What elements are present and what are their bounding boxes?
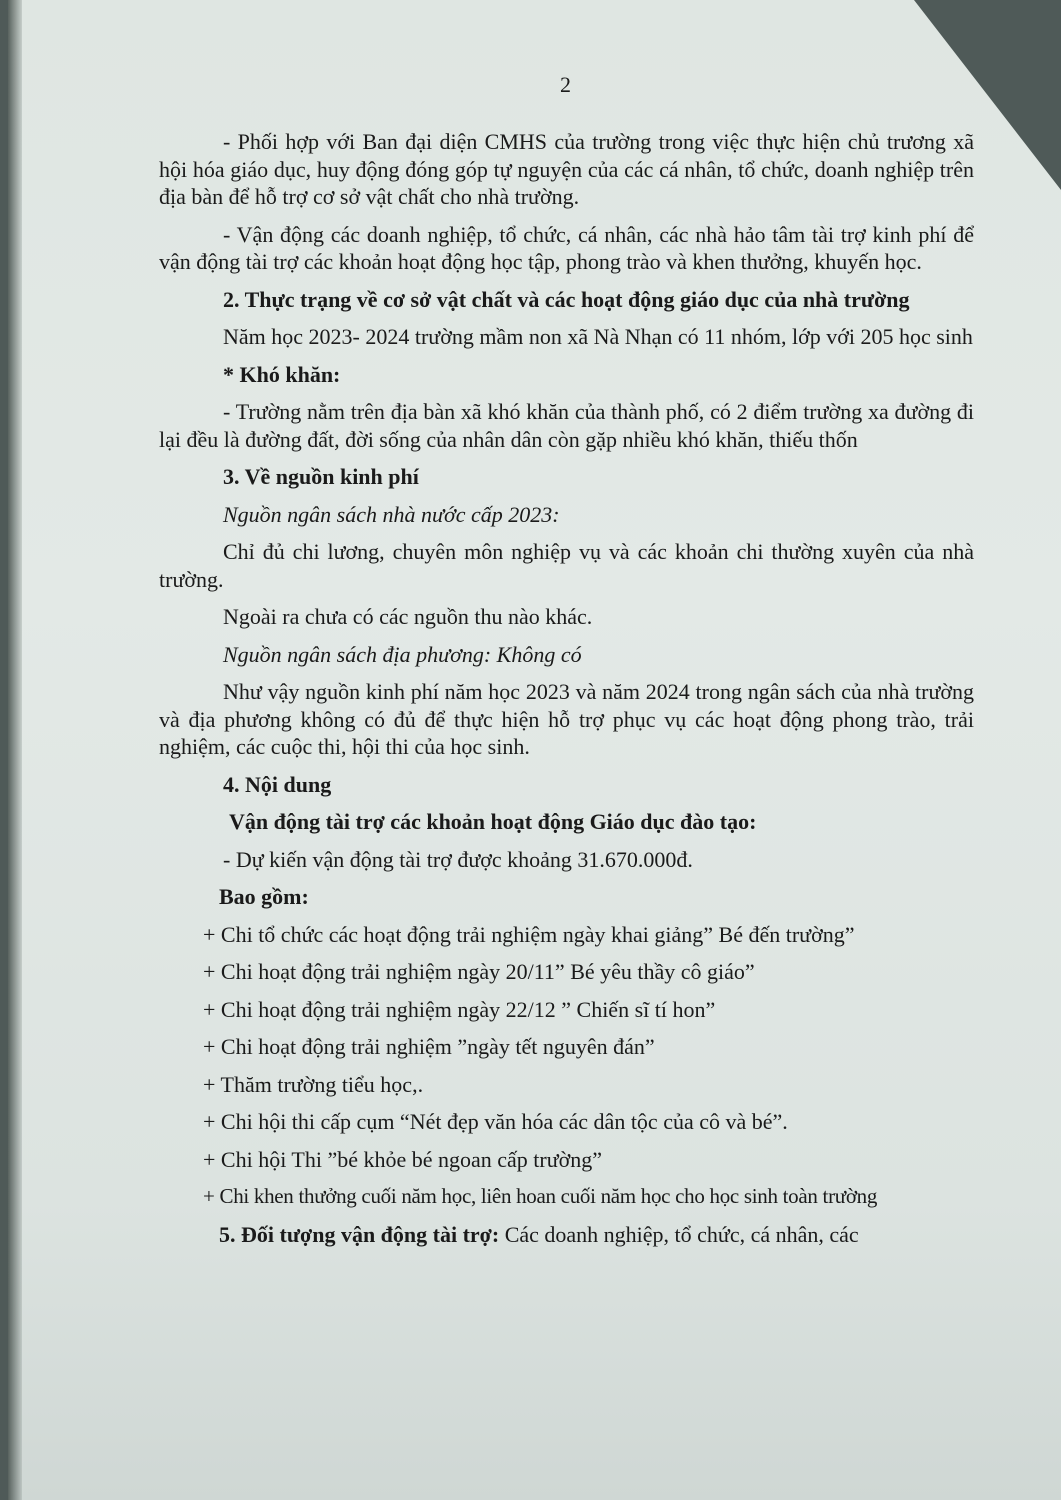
page-number: 2 [560, 72, 571, 97]
section-5-title: 5. Đối tượng vận động tài trợ: [219, 1221, 500, 1247]
paragraph-no-other-income: Ngoài ra chưa có các nguồn thu nào khác. [223, 604, 593, 629]
paragraph-budget-conclusion: Như vậy nguồn kinh phí năm học 2023 và năm 2024 trong ngân sách của nhà trường và địa phương không có đủ để thực hiện hỗ trợ phục vụ các hoạt động phong trào, trải nghiệm, các cuộc thi, hội thi của học sinh. [159, 679, 974, 759]
list-item: + Chi khen thưởng cuối năm học, liên hoan cuối năm học cho học sinh toàn trường [203, 1184, 878, 1208]
section-heading-4: 4. Nội dung [223, 771, 332, 797]
list-item: + Chi hoạt động trải nghiệm ngày 20/11” Bé yêu thầy cô giáo” [203, 959, 755, 984]
section-heading-3: 3. Về nguồn kinh phí [223, 464, 419, 489]
list-item: + Chi hội thi cấp cụm “Nét đẹp văn hóa các dân tộc của cô và bé”. [203, 1109, 788, 1134]
paragraph-budget-usage: Chỉ đủ chi lương, chuyên môn nghiệp vụ và các khoản chi thường xuyên của nhà trường. [159, 539, 974, 592]
expected-sponsorship: - Dự kiến vận động tài trợ được khoảng 31.670.000đ. [223, 846, 693, 872]
expense-list [159, 921, 974, 1211]
list-item: + Chi hoạt động trải nghiệm ”ngày tết nguyên đán” [203, 1034, 655, 1059]
difficulties-heading: * Khó khăn: [223, 361, 341, 387]
section-heading-2: 2. Thực trạng về cơ sở vật chất và các hoạt động giáo dục của nhà trường [223, 286, 910, 312]
list-item: + Chi hội Thi ”bé khỏe bé ngoan cấp trường” [203, 1146, 603, 1172]
paragraph-school-year: Năm học 2023- 2024 trường mầm non xã Nà Nhạn có 11 nhóm, lớp với 205 học sinh [223, 324, 973, 349]
list-item: + Thăm trường tiểu học,. [203, 1071, 424, 1097]
section-heading-5 [159, 1221, 974, 1249]
paragraph-cmhs-coordination: - Phối hợp với Ban đại diện CMHS của trường trong việc thực hiện chủ trương xã hội hóa giáo dục, huy động đóng góp tự nguyện của các cá nhân, tổ chức, doanh nghiệp trên địa bàn để hỗ trợ cơ sở vật chất cho nhà trường. [159, 129, 974, 209]
local-budget-label: Nguồn ngân sách địa phương: Không có [223, 641, 582, 667]
state-budget-label: Nguồn ngân sách nhà nước cấp 2023: [223, 501, 560, 527]
includes-label: Bao gồm: [219, 884, 309, 909]
section-4-subheading: Vận động tài trợ các khoản hoạt động Giáo dục đào tạo: [229, 809, 757, 834]
list-item: + Chi hoạt động trải nghiệm ngày 22/12 ” Chiến sĩ tí hon” [203, 996, 716, 1022]
section-5-text: Các doanh nghiệp, tổ chức, cá nhân, các [499, 1221, 859, 1247]
paragraph-sponsor-mobilization: - Vận động các doanh nghiệp, tổ chức, cá nhân, các nhà hảo tâm tài trợ kinh phí để vận động tài trợ các khoản hoạt động học tập, phong trào và khen thưởng, khuyến học. [159, 221, 974, 274]
page-edge-shadow [8, 0, 22, 1500]
paragraph-difficulties: - Trường nằm trên địa bàn xã khó khăn của thành phố, có 2 điểm trường xa đường đi lại đều là đường đất, đời sống của nhân dân còn gặp nhiều khó khăn, thiếu thốn [159, 399, 974, 452]
document-body [159, 128, 974, 1258]
list-item: + Chi tổ chức các hoạt động trải nghiệm ngày khai giảng” Bé đến trường” [203, 921, 855, 947]
